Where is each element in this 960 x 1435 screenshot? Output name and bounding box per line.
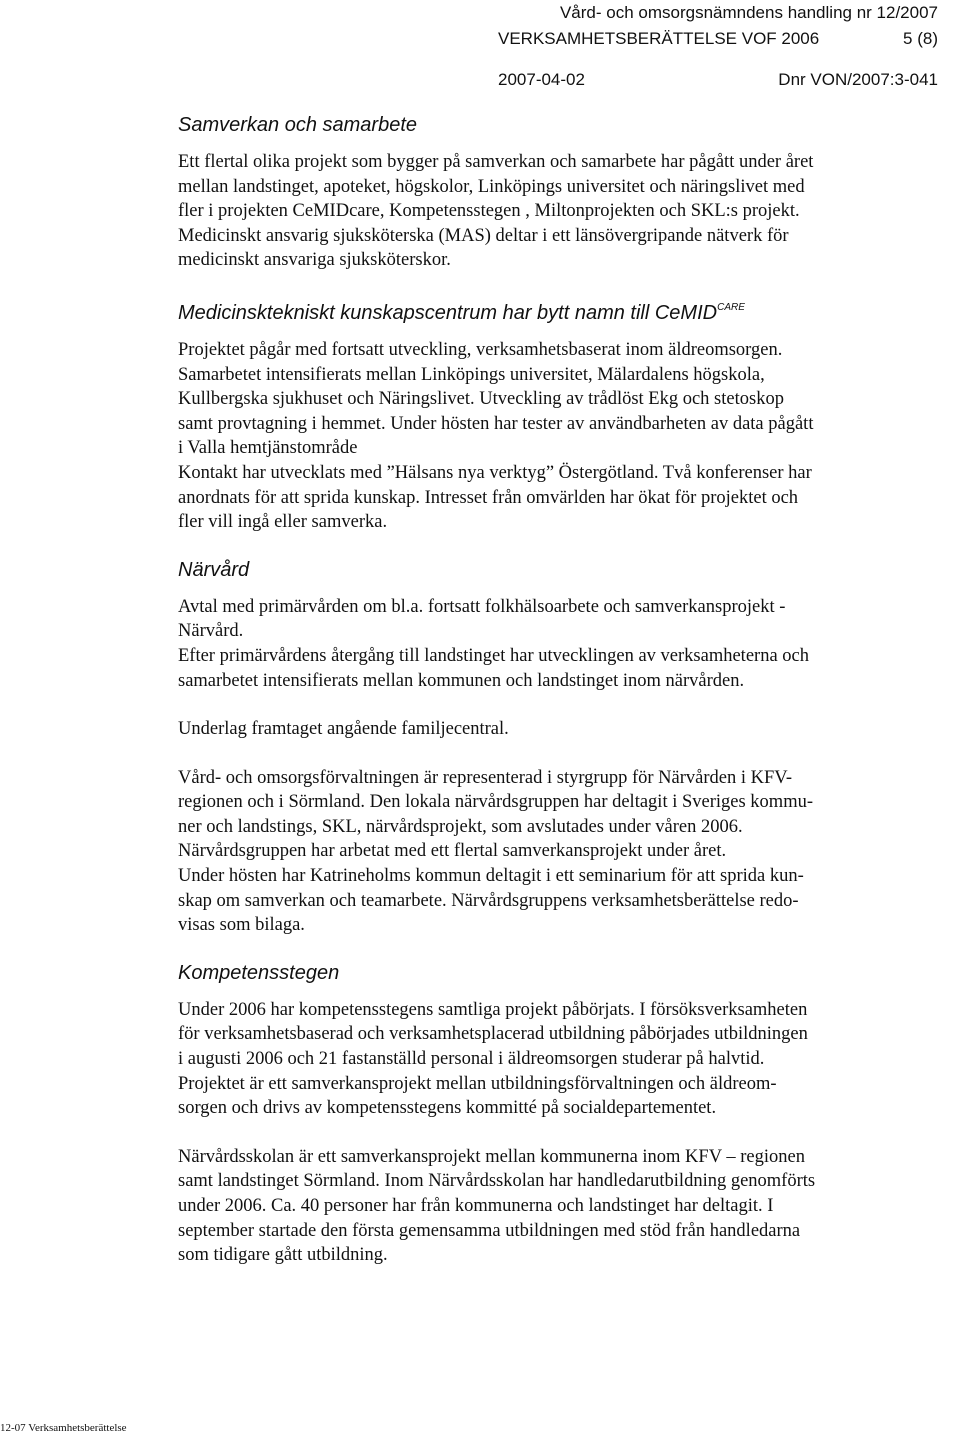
- text-line: Under 2006 har kompetensstegens samtliga projekt påbörjats. I försöksverksamheten: [178, 999, 808, 1020]
- text-line: Under hösten har Katrineholms kommun deltagit i ett seminarium för att sprida kun-: [178, 866, 804, 887]
- paragraph-cemid: [178, 338, 938, 535]
- text-line: för verksamhetsbaserad och verksamhetsplacerad utbildning påbörjades utbildningen: [178, 1024, 808, 1045]
- header-handling-line: [498, 0, 938, 26]
- header-report-title: VERKSAMHETSBERÄTTELSE VOF 2006: [498, 29, 820, 48]
- document-body: [178, 112, 938, 1268]
- header-handling: Vård- och omsorgsnämndens handling nr 12/2007: [559, 3, 938, 22]
- text-line: medicinskt ansvariga sjuksköterskor.: [178, 250, 451, 271]
- text-line: i augusti 2006 och 21 fastanställd personal i äldreomsorgen studerar på halvtid.: [178, 1049, 765, 1070]
- text-line: fler i projekten CeMIDcare, Kompetensstegen , Miltonprojekten och SKL:s projekt.: [178, 201, 800, 222]
- text-line: Underlag framtaget angående familjecentral.: [178, 719, 509, 740]
- text-line: Projektet är ett samverkansprojekt mellan utbildningsförvaltningen och äldreom-: [178, 1073, 777, 1094]
- text-line: Närvårdsgruppen har arbetat med ett flertal samverkansprojekt under året.: [178, 841, 727, 862]
- text-line: sorgen och drivs av kompetensstegens kommitté på socialdepartementet.: [178, 1098, 717, 1119]
- text-line: Projektet pågår med fortsatt utveckling, verksamhetsbaserat inom äldreomsorgen.: [178, 339, 783, 360]
- paragraph-narvard-3: [178, 766, 938, 938]
- text-line: under 2006. Ca. 40 personer har från kommunerna och landstinget har deltagit. I: [178, 1196, 774, 1216]
- heading-cemid: [178, 295, 938, 326]
- text-line: Kullbergska sjukhuset och Näringslivet. Utveckling av trådlöst Ekg och stetoskop: [178, 389, 784, 410]
- text-line: samarbetet intensifierats mellan kommunen och landstinget inom närvården.: [178, 670, 745, 691]
- text-line: som tidigare gått utbildning.: [178, 1245, 388, 1266]
- text-line: fler vill ingå eller samverka.: [178, 512, 388, 533]
- heading-kompetensstegen: Kompetensstegen: [178, 961, 340, 984]
- paragraph-narvard-1: [178, 595, 938, 693]
- text-line: mellan landstinget, apoteket, högskolor, Linköpings universitet och näringslivet med: [178, 176, 805, 197]
- header-date-line: [498, 67, 938, 93]
- page-header: [498, 0, 938, 93]
- text-line: Medicinskt ansvarig sjuksköterska (MAS) deltar i ett länsövergripande nätverk för: [178, 225, 789, 246]
- text-line: Samarbetet intensifierats mellan Linköpings universitet, Mälardalens högskola,: [178, 364, 765, 385]
- header-page-number: 5 (8): [903, 29, 938, 48]
- paragraph-samverkan: [178, 150, 938, 273]
- text-line: anordnats för att sprida kunskap. Intresset från omvärlden har ökat för projektet och: [178, 487, 799, 508]
- paragraph-kompetens-2: [178, 1145, 938, 1268]
- text-line: samt provtagning i hemmet. Under hösten har tester av användbarheten av data pågått: [178, 413, 814, 434]
- text-line: Avtal med primärvården om bl.a. fortsatt folkhälsoarbete och samverkansprojekt -: [178, 596, 786, 617]
- paragraph-narvard-2: [178, 717, 938, 742]
- text-line: Efter primärvårdens återgång till landstinget har utvecklingen av verksamheterna och: [178, 645, 809, 666]
- text-line: Kontakt har utvecklats med ”Hälsans nya verktyg” Östergötland. Två konferenser har: [178, 462, 812, 483]
- text-line: samt landstinget Sörmland. Inom Närvårdsskolan har handledarutbildning genomförts: [178, 1171, 816, 1192]
- paragraph-kompetens-1: [178, 998, 938, 1121]
- header-title-line: [498, 26, 938, 52]
- text-line: skap om samverkan och teamarbete. Närvårdsgruppens verksamhetsberättelse redo-: [178, 890, 799, 911]
- text-line: Närvård.: [178, 621, 244, 642]
- text-line: visas som bilaga.: [178, 915, 305, 936]
- heading-samverkan: Samverkan och samarbete: [178, 114, 418, 136]
- header-dnr: Dnr VON/2007:3-041: [778, 70, 938, 89]
- heading-cemid-superscript: CARE: [717, 301, 745, 313]
- text-line: september startade den första gemensamma utbildningen med stöd från handledarna: [178, 1220, 801, 1241]
- heading-narvard: Närvård: [178, 558, 250, 581]
- heading-cemid-text: Medicinsktekniskt kunskapscentrum har bytt namn till CeMID: [178, 301, 718, 324]
- header-date: 2007-04-02: [498, 70, 585, 89]
- text-line: ner och landstings, SKL, närvårdsprojekt, som avslutades under våren 2006.: [178, 816, 743, 837]
- text-line: Ett flertal olika projekt som bygger på samverkan och samarbete har pågått under året: [178, 152, 814, 172]
- text-line: Vård- och omsorgsförvaltningen är representerad i styrgrupp för Närvården i KFV-: [178, 767, 793, 788]
- text-line: regionen och i Sörmland. Den lokala närvårdsgruppen har deltagit i Sveriges kommu-: [178, 792, 813, 813]
- text-line: Närvårdsskolan är ett samverkansprojekt mellan kommunerna inom KFV – regionen: [178, 1146, 805, 1167]
- page-footer: 12-07 Verksamhetsberättelse: [0, 1422, 127, 1434]
- text-line: i Valla hemtjänstområde: [178, 438, 358, 459]
